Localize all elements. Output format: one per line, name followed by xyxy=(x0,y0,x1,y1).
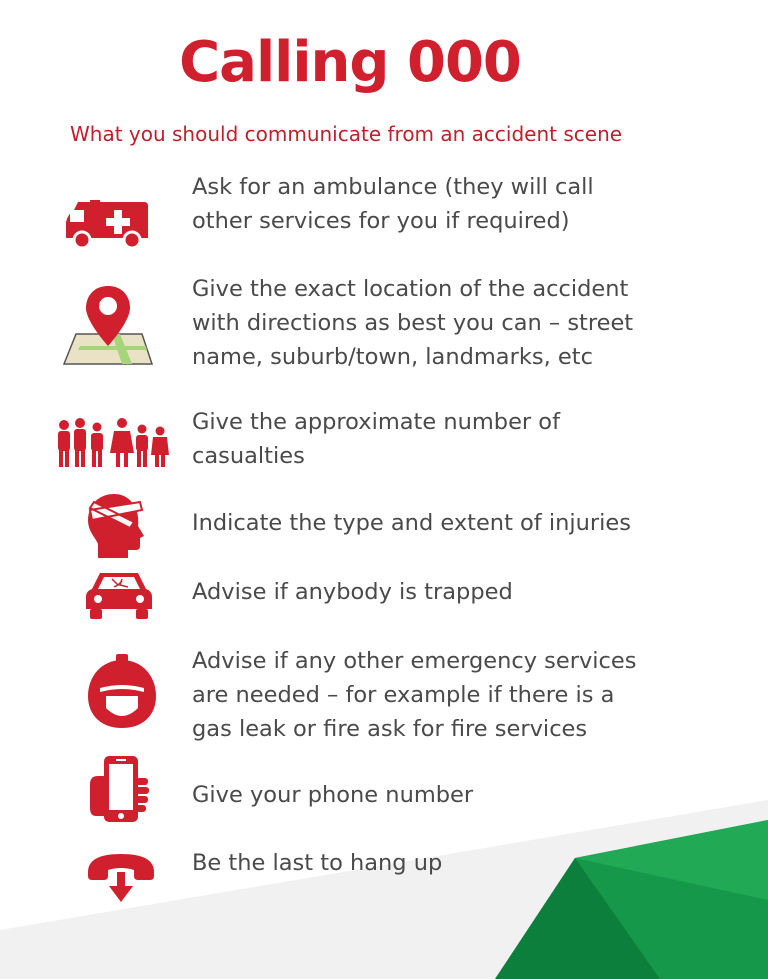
map-pin-icon xyxy=(62,284,154,368)
ambulance-icon xyxy=(64,200,150,250)
item-text: Indicate the type and extent of injuries xyxy=(192,510,631,536)
hang-up-icon xyxy=(86,850,156,906)
people-icon xyxy=(54,417,170,469)
item-text: Give the exact location of the accident with directions as best you can – street name, suburb/town, landmarks, etc xyxy=(192,276,634,370)
firefighter-helmet-icon xyxy=(84,654,160,730)
bandaged-head-icon xyxy=(84,492,148,560)
item-text: Give your phone number xyxy=(192,782,474,808)
item-text: Be the last to hang up xyxy=(192,850,443,876)
phone-in-hand-icon xyxy=(88,754,152,824)
page-title: Calling 000 xyxy=(179,30,521,95)
item-text: Give the approximate number of casualties xyxy=(192,409,560,469)
item-text: Advise if anybody is trapped xyxy=(192,579,513,605)
item-text: Ask for an ambulance (they will call other services for you if required) xyxy=(192,174,594,234)
page-subtitle: What you should communicate from an accident scene xyxy=(70,122,623,146)
crashed-car-icon xyxy=(84,567,154,621)
item-text: Advise if any other emergency services are needed – for example if there is a gas leak or fire ask for fire services xyxy=(192,648,637,742)
